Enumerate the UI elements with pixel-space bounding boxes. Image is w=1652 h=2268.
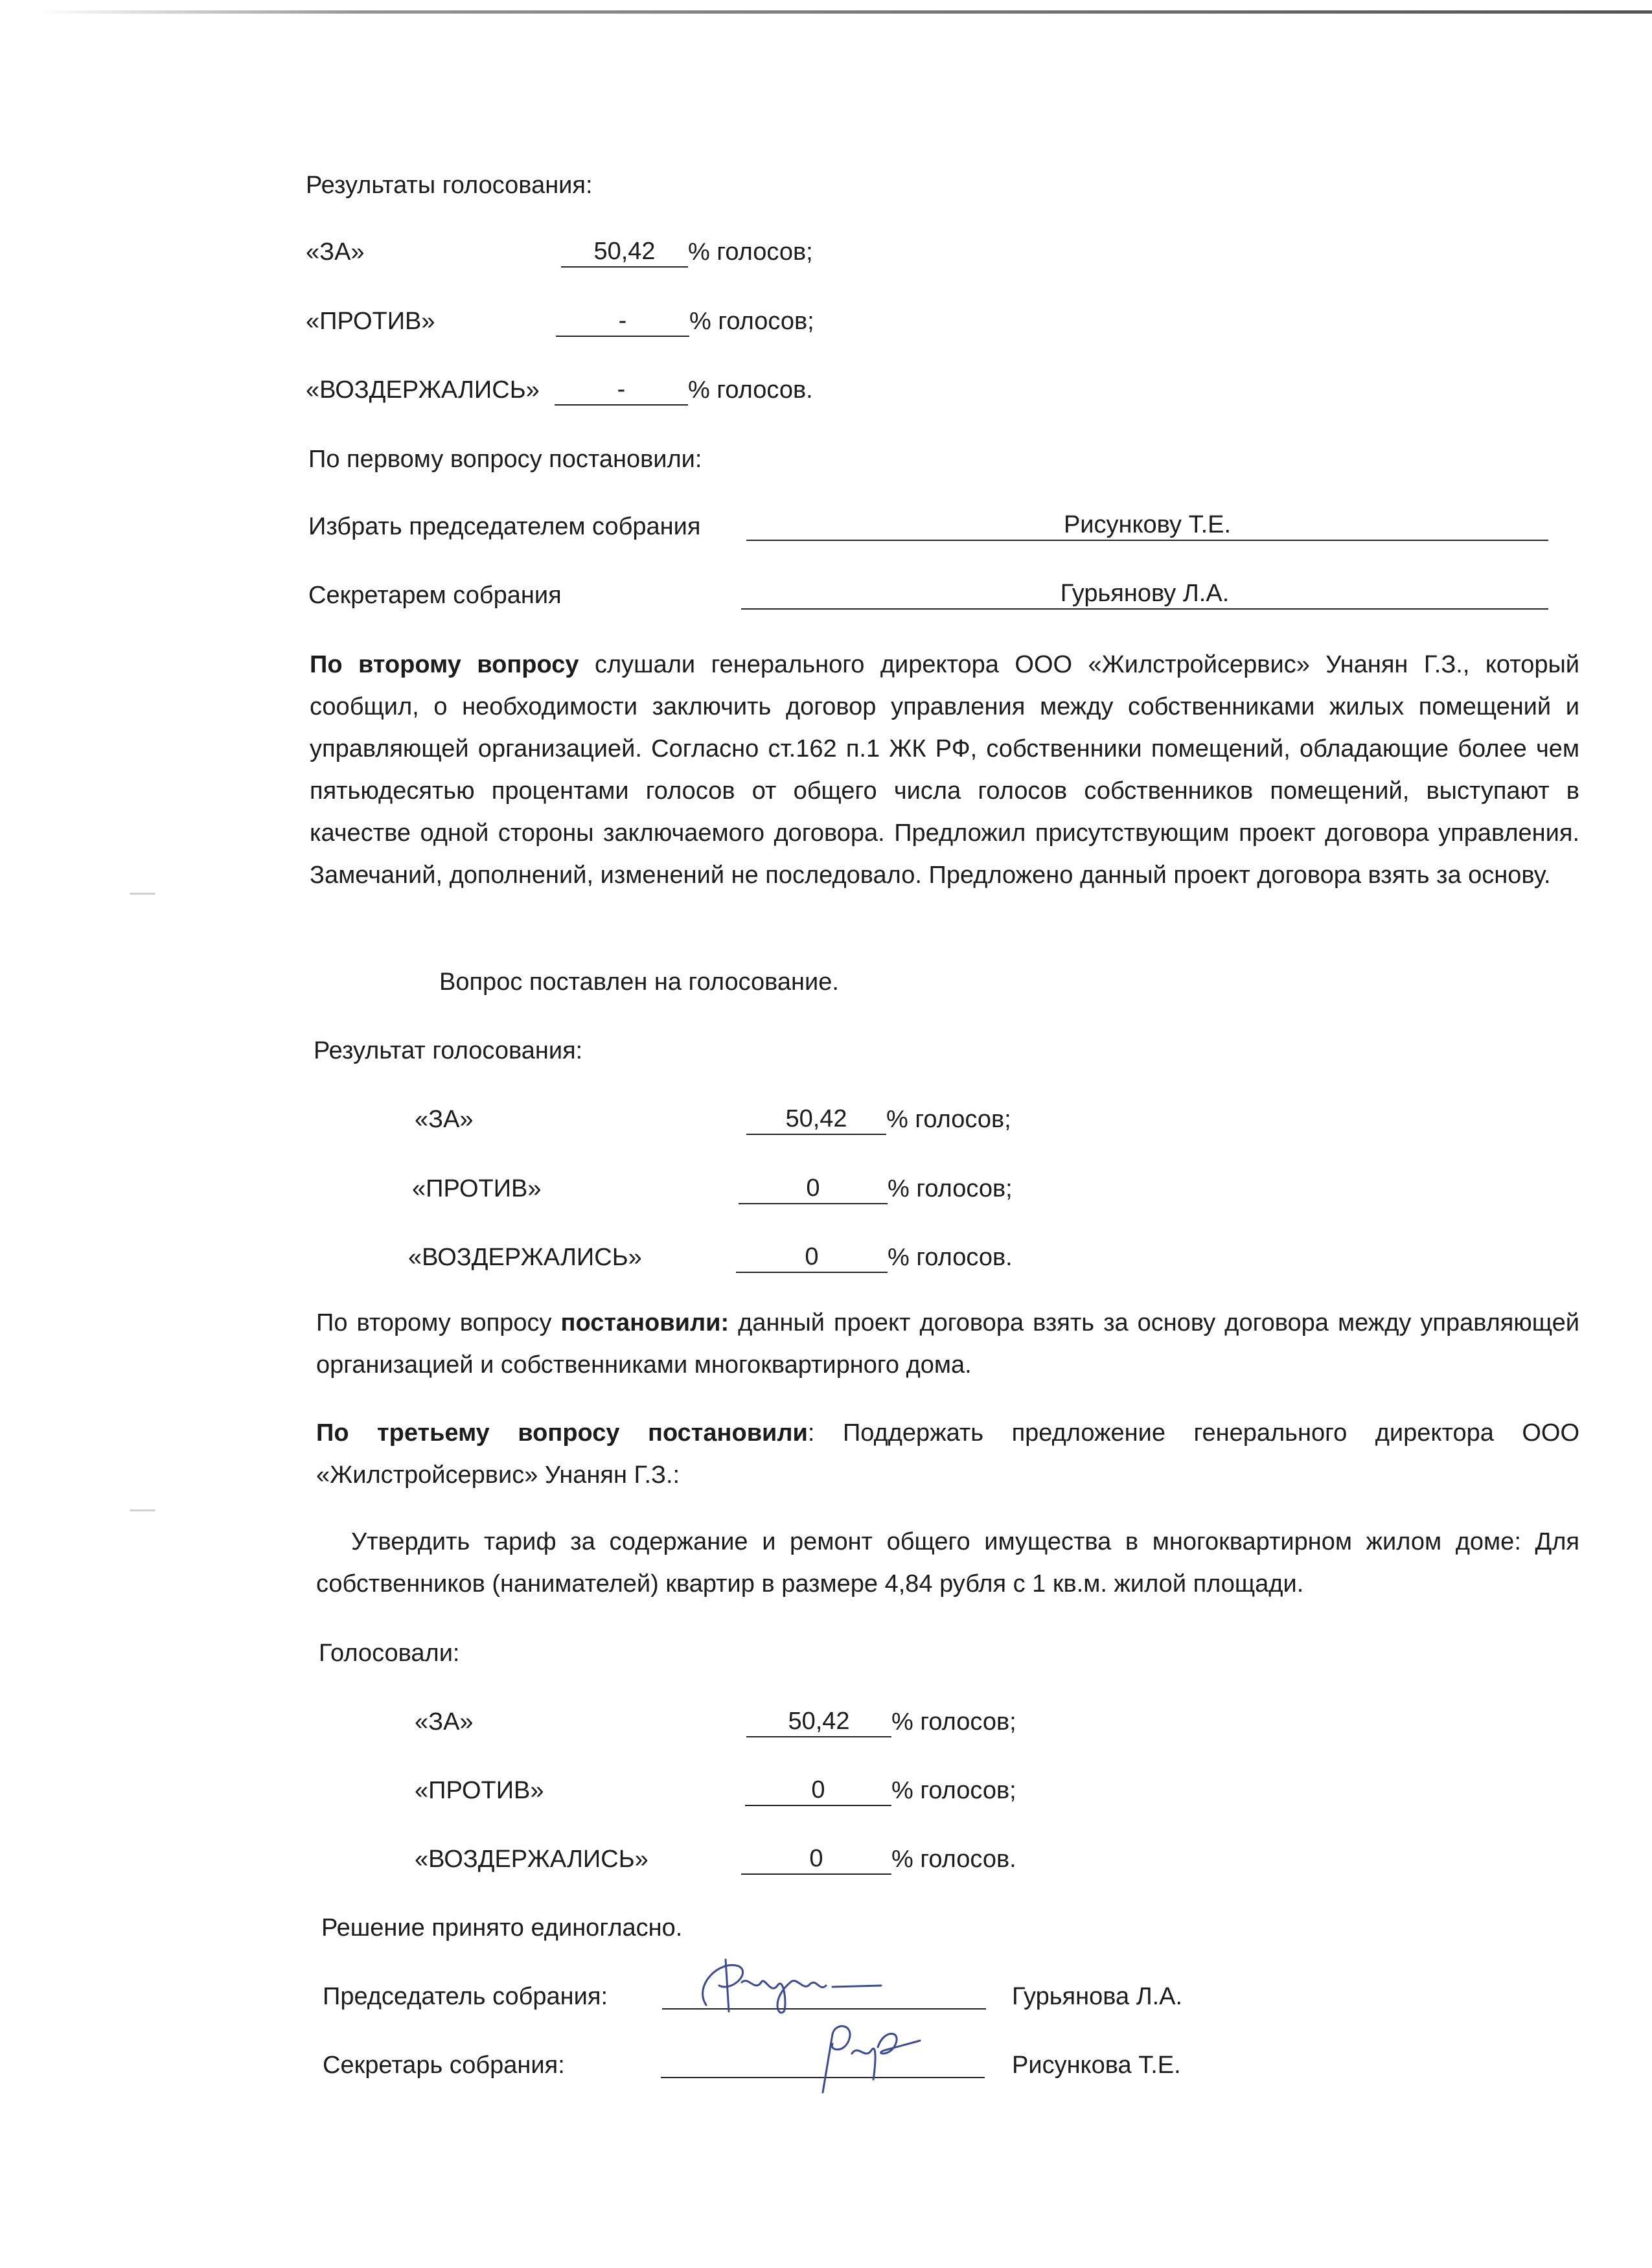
q3-vote-against-label: «ПРОТИВ» — [415, 1777, 544, 1804]
tariff-paragraph: Утвердить тариф за содержание и ремонт общего имущества в многоквартирном жилом доме: Для собственников (нанимателей) квартир в размере 4,84 рубля с 1 кв.м. жилой площади. — [316, 1528, 1579, 1598]
q2-vote-against-label: «ПРОТИВ» — [412, 1175, 542, 1202]
third-question-paragraph — [316, 1412, 1579, 1496]
second-decision-bold: постановили: — [560, 1309, 729, 1336]
unanimous-decision: Решение принято единогласно. — [321, 1914, 683, 1942]
second-question-text: слушали генерального директора ООО «Жилстройсервис» Унанян Г.З., который сообщил, о необходимости заключить договор управления между собственниками жилых помещений и управляющей организацией. Согласно ст.162 п.1 ЖК РФ, собственники помещений, обладающие более чем пятьюдесятью процентами голосов от общего числа голосов собственников помещений, выступают в качестве одной стороны заключаемого договора. Предложил присутствующим проект договора управления. Замечаний, дополнений, изменений не последовало. Предложено данный проект договора взять за основу. — [310, 651, 1579, 889]
secretary-name: Рисункова Т.Е. — [1012, 2052, 1181, 2079]
put-to-vote: Вопрос поставлен на голосование. — [439, 968, 839, 996]
second-question-paragraph — [310, 644, 1579, 897]
q2-vote-for-suffix: % голосов; — [886, 1106, 1011, 1133]
scan-mark — [130, 1509, 155, 1511]
vote-against-label: «ПРОТИВ» — [306, 308, 435, 335]
q3-vote-abstain-label: «ВОЗДЕРЖАЛИСЬ» — [415, 1846, 648, 1873]
q3-vote-for-label: «ЗА» — [415, 1708, 474, 1735]
q3-vote-for-value: 50,42 — [746, 1706, 891, 1737]
chairman-elect-value: Рисункову Т.Е. — [746, 510, 1548, 541]
secretary-signature-label: Секретарь собрания: — [323, 2052, 565, 2079]
vote-for-suffix: % голосов; — [688, 238, 813, 266]
q3-vote-abstain-suffix: % голосов. — [891, 1846, 1016, 1873]
results-label: Результаты голосования: — [306, 172, 593, 199]
second-decision-text: данный проект договора взять за основу договора между управляющей организацией и собственниками многоквартирного дома. — [316, 1309, 1579, 1379]
vote-against-suffix: % голосов; — [689, 308, 814, 335]
second-decision-pre: По второму вопросу — [316, 1309, 561, 1336]
result-label: Результат голосования: — [314, 1037, 583, 1064]
q2-vote-abstain-label: «ВОЗДЕРЖАЛИСЬ» — [408, 1244, 642, 1271]
q3-vote-against-suffix: % голосов; — [891, 1777, 1016, 1804]
secretary-elect-value: Гурьянову Л.А. — [741, 578, 1548, 610]
second-question-lead: По второму вопросу — [310, 651, 579, 678]
chairman-name: Гурьянова Л.А. — [1012, 1983, 1183, 2010]
q3-vote-against-value: 0 — [745, 1775, 891, 1806]
chairman-signature-icon — [680, 1947, 888, 2024]
secretary-elect-label: Секретарем собрания — [308, 582, 562, 609]
secretary-signature-icon — [797, 2015, 926, 2099]
vote-against-value: - — [556, 306, 689, 337]
q2-vote-against-suffix: % голосов; — [888, 1175, 1013, 1202]
second-question-decision — [316, 1302, 1579, 1386]
q3-vote-abstain-value: 0 — [741, 1844, 891, 1875]
vote-abstain-label: «ВОЗДЕРЖАЛИСЬ» — [306, 376, 540, 404]
voted-label: Голосовали: — [319, 1640, 460, 1667]
scan-edge-line — [39, 10, 1652, 14]
vote-abstain-value: - — [555, 374, 688, 406]
first-question-decided: По первому вопросу постановили: — [308, 446, 702, 473]
vote-for-label: «ЗА» — [306, 238, 365, 266]
q2-vote-abstain-value: 0 — [736, 1242, 888, 1273]
q2-vote-against-value: 0 — [739, 1173, 888, 1204]
q3-vote-for-suffix: % голосов; — [891, 1708, 1016, 1735]
chairman-elect-label: Избрать председателем собрания — [308, 513, 701, 540]
q2-vote-for-label: «ЗА» — [415, 1106, 474, 1133]
third-question-text: : Поддержать предложение генерального директора ООО «Жилстройсервис» Унанян Г.З.: — [316, 1419, 1579, 1489]
scan-mark — [130, 893, 155, 895]
vote-for-value: 50,42 — [561, 236, 688, 268]
q2-vote-for-value: 50,42 — [746, 1104, 886, 1135]
q2-vote-abstain-suffix: % голосов. — [888, 1244, 1013, 1271]
third-question-lead: По третьему вопросу постановили — [316, 1419, 808, 1447]
vote-abstain-suffix: % голосов. — [688, 376, 813, 404]
chairman-signature-label: Председатель собрания: — [323, 1983, 608, 2010]
